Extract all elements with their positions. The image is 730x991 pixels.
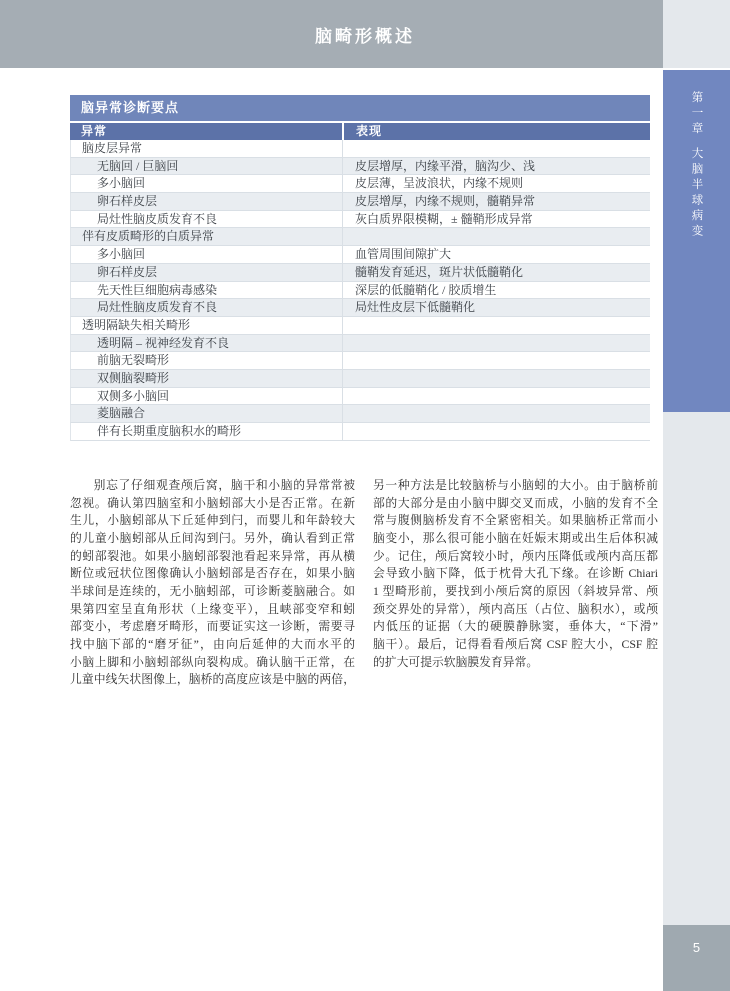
text-line: 儿童中线矢状图像上，脑桥的高度应该是中脑的两倍， <box>70 672 355 687</box>
table-body <box>70 140 650 441</box>
diagnosis-table <box>70 95 650 441</box>
column-header-finding: 表现 <box>344 123 650 140</box>
finding-cell: 血管周围间隙扩大 <box>355 247 452 262</box>
abnormality-cell: 透明隔 – 视神经发育不良 <box>71 335 343 352</box>
text-line: 另一种方法是比较脑桥与小脑蚓的大小。由于脑桥前 <box>373 478 658 492</box>
abnormality-cell: 先天性巨细胞病毒感染 <box>71 282 343 299</box>
table-row <box>70 193 650 211</box>
table-row <box>70 388 650 406</box>
text-line: 少。记住，颅后窝较小时，颅内压降低或颅内高压都 <box>373 548 658 563</box>
text-line: 的儿童小脑蚓部从丘间沟到闩。另外，确认看到正常 <box>70 530 355 545</box>
text-line: 常与腹侧脑桥发育不全紧密相关。如果脑桥正常而小 <box>373 513 658 528</box>
table-row <box>70 405 650 423</box>
text-line: 忽视。确认第四脑室和小脑蚓部大小是否正常。在新 <box>70 495 355 510</box>
abnormality-cell: 脑皮层异常 <box>71 140 343 157</box>
chapter-number-label: 第一章 <box>690 91 703 138</box>
table-row <box>70 299 650 317</box>
table-row <box>70 158 650 176</box>
finding-cell: 皮层薄，呈波浪状，内缘不规则 <box>355 176 524 191</box>
sidebar-rail <box>663 412 730 925</box>
table-title: 脑异常诊断要点 <box>70 95 650 121</box>
chapter-tab <box>663 70 730 412</box>
text-line: 断位或冠状位图像确认小脑蚓部是否存在，如果小脑 <box>70 566 355 581</box>
table-row <box>70 211 650 229</box>
table-row <box>70 228 650 246</box>
abnormality-cell: 双侧多小脑回 <box>71 388 343 405</box>
text-line: 的蚓部裂池。如果小脑蚓部裂池看起来异常，再从横 <box>70 548 355 563</box>
text-line: 会导致小脑下降，低于枕骨大孔下缘。在诊断 Chiari <box>373 566 658 581</box>
finding-cell <box>343 405 650 422</box>
abnormality-cell: 透明隔缺失相关畸形 <box>71 317 343 334</box>
abnormality-cell: 卵石样皮层 <box>71 193 343 210</box>
finding-cell <box>343 335 650 352</box>
table-row <box>70 140 650 158</box>
abnormality-cell: 前脑无裂畸形 <box>71 352 343 369</box>
finding-cell: 髓鞘发育延迟，斑片状低髓鞘化 <box>355 264 524 279</box>
text-line: 果第四室呈直角形状（上缘变平），且峡部变窄和蚓 <box>70 601 355 616</box>
finding-cell: 皮层增厚，内缘不规则，髓鞘异常 <box>355 194 536 209</box>
finding-cell: 灰白质界限模糊，± 髓鞘形成异常 <box>355 211 533 226</box>
text-line: 颈交界处的异常），颅内高压（占位、脑积水），或颅 <box>373 601 658 616</box>
text-line: 别忘了仔细观查颅后窝，脑干和小脑的异常常被 <box>93 478 355 492</box>
abnormality-cell: 多小脑回 <box>71 246 343 263</box>
text-line: 1 型畸形前，要找到小颅后窝的原因（斜坡异常、颅 <box>373 583 658 598</box>
table-row <box>70 264 650 282</box>
finding-cell <box>343 423 650 440</box>
table-row <box>70 175 650 193</box>
text-line: 部变小，考虑磨牙畸形，而要证实这一诊断，需要寻 <box>70 619 355 634</box>
table-row <box>70 370 650 388</box>
finding-cell <box>343 352 650 369</box>
finding-cell <box>343 317 650 334</box>
table-row <box>70 335 650 353</box>
text-column-left <box>70 477 355 689</box>
abnormality-cell: 伴有长期重度脑积水的畸形 <box>71 423 343 440</box>
abnormality-cell: 卵石样皮层 <box>71 264 343 281</box>
chapter-title-label: 大脑半球病变 <box>690 146 703 240</box>
text-line: 的扩大可提示软脑膜发育异常。 <box>373 654 539 669</box>
table-row <box>70 423 650 441</box>
text-line: 找中脑下部的“磨牙征”，由向后延伸的大而水平的 <box>70 636 355 651</box>
abnormality-cell: 局灶性脑皮质发育不良 <box>71 299 343 316</box>
finding-cell: 深层的低髓鞘化 / 胶质增生 <box>355 282 497 297</box>
table-row <box>70 352 650 370</box>
finding-cell <box>343 228 650 245</box>
table-row <box>70 282 650 300</box>
text-line: 内低压的证据（大的硬膜静脉窦，垂体大，“下滑” <box>373 619 658 634</box>
table-header-row <box>70 123 650 140</box>
abnormality-cell: 双侧脑裂畸形 <box>71 370 343 387</box>
abnormality-cell: 无脑回 / 巨脑回 <box>71 158 343 175</box>
page-title: 脑畸形概述 <box>315 26 415 46</box>
text-line: 小脑上脚和小脑蚓部纵向裂构成。确认脑干正常，在 <box>70 654 355 669</box>
finding-cell: 局灶性皮层下低髓鞘化 <box>355 300 476 315</box>
abnormality-cell: 菱脑融合 <box>71 405 343 422</box>
abnormality-cell: 局灶性脑皮质发育不良 <box>71 211 343 228</box>
text-line: 部的大部分是由小脑中脚交叉而成，小脑的发育不全 <box>373 495 658 510</box>
text-line: 生儿，小脑蚓部从下丘延伸到闩，而婴儿和年龄较大 <box>70 513 355 528</box>
abnormality-cell: 伴有皮质畸形的白质异常 <box>71 228 343 245</box>
finding-cell <box>343 140 650 157</box>
text-line: 半球间是连续的，无小脑蚓部，可诊断菱脑融合。如 <box>70 583 355 598</box>
column-header-abnormality: 异常 <box>70 123 342 140</box>
text-column-right <box>373 477 658 671</box>
finding-cell <box>343 370 650 387</box>
sidebar-top-rail <box>663 0 730 68</box>
text-line: 脑干）。最后，记得看看颅后窝 CSF 腔大小，CSF 腔 <box>373 636 658 651</box>
finding-cell: 皮层增厚，内缘平滑，脑沟少、浅 <box>355 158 536 173</box>
table-row <box>70 246 650 264</box>
text-line: 脑变小，那么很可能小脑在妊娠末期或出生后体积减 <box>373 530 658 545</box>
finding-cell <box>343 388 650 405</box>
abnormality-cell: 多小脑回 <box>71 175 343 192</box>
table-row <box>70 317 650 335</box>
page-number-badge: 5 <box>663 925 730 991</box>
